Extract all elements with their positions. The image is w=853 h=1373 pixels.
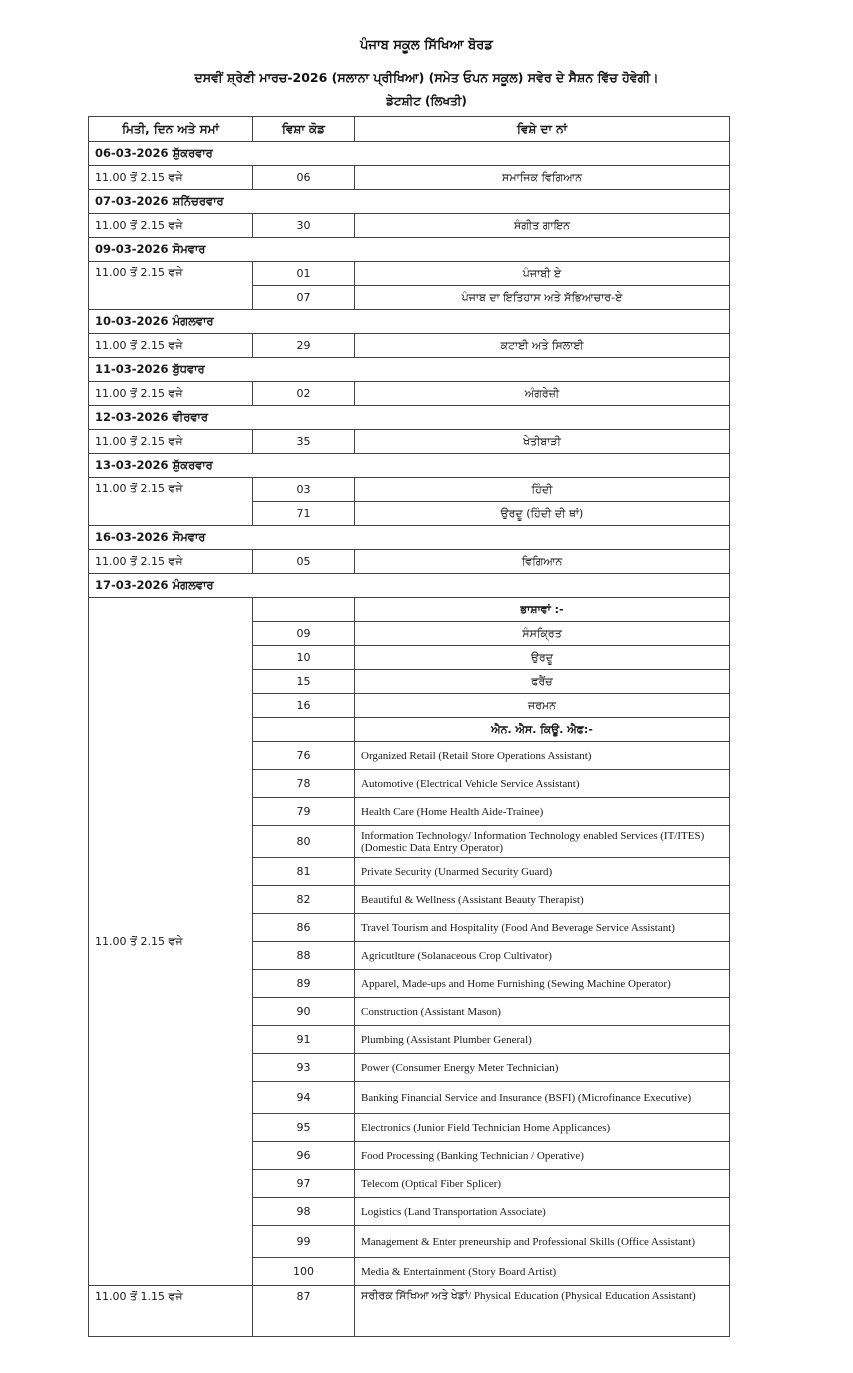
subject-name: ਸਰੀਰਕ ਸਿੱਖਿਆ ਅਤੇ ਖੇਡਾਂ/ Physical Education (Physical Education Assistant) — [355, 1286, 730, 1337]
exam-subtitle: ਦਸਵੀਂ ਸ਼੍ਰੇਣੀ ਮਾਰਚ-2026 (ਸਲਾਨਾ ਪ੍ਰੀਖਿਆ) (ਸਮੇਤ ਓਪਨ ਸਕੂਲ) ਸਵੇਰ ਦੇ ਸੈਸ਼ਨ ਵਿੱਚ ਹੋਵੇਗੀ। — [194, 70, 659, 85]
subject-code: 93 — [253, 1054, 355, 1082]
datesheet-table — [88, 116, 730, 1337]
subject-name: ਜਰਮਨ — [355, 694, 730, 718]
date-row: 10-03-2026 ਮੰਗਲਵਾਰ — [89, 310, 730, 334]
subject-name: Media & Entertainment (Story Board Artist) — [355, 1258, 730, 1286]
date-row: 16-03-2026 ਸੋਮਵਾਰ — [89, 526, 730, 550]
date-row: 09-03-2026 ਸੋਮਵਾਰ — [89, 238, 730, 262]
subject-name: ਪੰਜਾਬ ਦਾ ਇਤਿਹਾਸ ਅਤੇ ਸੱਭਿਆਚਾਰ-ਏ — [355, 286, 730, 310]
subject-name: Management & Enter preneurship and Professional Skills (Office Assistant) — [355, 1226, 730, 1258]
subject-name: ਹਿੰਦੀ — [355, 478, 730, 502]
column-header-code: ਵਿਸ਼ਾ ਕੋਡ — [253, 117, 355, 142]
subject-name: Electronics (Junior Field Technician Home Applicances) — [355, 1114, 730, 1142]
subject-code: 94 — [253, 1082, 355, 1114]
subject-name: ਫਰੈਂਚ — [355, 670, 730, 694]
time-cell: 11.00 ਤੋਂ 2.15 ਵਜੇ — [89, 166, 253, 190]
subject-name: ਖੇਤੀਬਾੜੀ — [355, 430, 730, 454]
subject-code: 100 — [253, 1258, 355, 1286]
languages-heading: ਭਾਸ਼ਾਵਾਂ :- — [355, 598, 730, 622]
subject-code: 95 — [253, 1114, 355, 1142]
subject-code: 90 — [253, 998, 355, 1026]
subject-code: 82 — [253, 886, 355, 914]
subject-name: ਅੰਗਰੇਜ਼ੀ — [355, 382, 730, 406]
subject-code: 06 — [253, 166, 355, 190]
subject-code: 98 — [253, 1198, 355, 1226]
subject-name: Power (Consumer Energy Meter Technician) — [355, 1054, 730, 1082]
subject-code: 03 — [253, 478, 355, 502]
date-row: 17-03-2026 ਮੰਗਲਵਾਰ — [89, 574, 730, 598]
time-cell: 11.00 ਤੋਂ 2.15 ਵਜੇ — [89, 382, 253, 406]
subject-code: 35 — [253, 430, 355, 454]
subject-code: 15 — [253, 670, 355, 694]
board-title: ਪੰਜਾਬ ਸਕੂਲ ਸਿੱਖਿਆ ਬੋਰਡ — [360, 38, 493, 53]
subject-code: 71 — [253, 502, 355, 526]
subject-name: ਉਰਦੂ (ਹਿੰਦੀ ਦੀ ਥਾਂ) — [355, 502, 730, 526]
subject-code: 30 — [253, 214, 355, 238]
subject-code: 91 — [253, 1026, 355, 1054]
time-cell: 11.00 ਤੋਂ 2.15 ਵਜੇ — [89, 334, 253, 358]
subject-name: ਵਿਗਿਆਨ — [355, 550, 730, 574]
subject-name: Automotive (Electrical Vehicle Service Assistant) — [355, 770, 730, 798]
subject-code-empty — [253, 718, 355, 742]
nsqf-heading: ਐਨ. ਐਸ. ਕਿਊ. ਐਫ:- — [355, 718, 730, 742]
datesheet-title: ਡੇਟਸ਼ੀਟ (ਲਿਖਤੀ) — [386, 94, 467, 108]
subject-name: ਸੰਸਕ੍ਰਿਤ — [355, 622, 730, 646]
subject-code: 29 — [253, 334, 355, 358]
time-cell: 11.00 ਤੋਂ 2.15 ਵਜੇ — [89, 550, 253, 574]
subject-code: 81 — [253, 858, 355, 886]
time-cell: 11.00 ਤੋਂ 2.15 ਵਜੇ — [89, 478, 253, 526]
subject-code: 87 — [253, 1286, 355, 1337]
time-cell: 11.00 ਤੋਂ 2.15 ਵਜੇ — [89, 262, 253, 310]
subject-name: ਪੰਜਾਬੀ ਏ — [355, 262, 730, 286]
date-row: 11-03-2026 ਬੁੱਧਵਾਰ — [89, 358, 730, 382]
date-row: 13-03-2026 ਸ਼ੁੱਕਰਵਾਰ — [89, 454, 730, 478]
subject-name: Travel Tourism and Hospitality (Food And Beverage Service Assistant) — [355, 914, 730, 942]
subject-code: 78 — [253, 770, 355, 798]
subject-code: 16 — [253, 694, 355, 718]
subject-code: 10 — [253, 646, 355, 670]
subject-name: Beautiful & Wellness (Assistant Beauty Therapist) — [355, 886, 730, 914]
subject-name: Telecom (Optical Fiber Splicer) — [355, 1170, 730, 1198]
column-header-subject: ਵਿਸ਼ੇ ਦਾ ਨਾਂ — [355, 117, 730, 142]
subject-name: ਕਟਾਈ ਅਤੇ ਸਿਲਾਈ — [355, 334, 730, 358]
subject-name: Plumbing (Assistant Plumber General) — [355, 1026, 730, 1054]
subject-code: 99 — [253, 1226, 355, 1258]
subject-code: 76 — [253, 742, 355, 770]
date-row: 07-03-2026 ਸ਼ਨਿੱਚਰਵਾਰ — [89, 190, 730, 214]
time-cell: 11.00 ਤੋਂ 2.15 ਵਜੇ — [89, 214, 253, 238]
subject-name: Health Care (Home Health Aide-Trainee) — [355, 798, 730, 826]
subject-name: ਉਰਦੂ — [355, 646, 730, 670]
subject-code: 80 — [253, 826, 355, 858]
subject-name: Agricutlture (Solanaceous Crop Cultivator) — [355, 942, 730, 970]
subject-code: 02 — [253, 382, 355, 406]
subject-code-empty — [253, 598, 355, 622]
column-header-date: ਮਿਤੀ, ਦਿਨ ਅਤੇ ਸਮਾਂ — [89, 117, 253, 142]
subject-name: Logistics (Land Transportation Associate) — [355, 1198, 730, 1226]
subject-name: Food Processing (Banking Technician / Operative) — [355, 1142, 730, 1170]
subject-code: 89 — [253, 970, 355, 998]
subject-code: 88 — [253, 942, 355, 970]
time-cell: 11.00 ਤੋਂ 2.15 ਵਜੇ — [89, 598, 253, 1286]
subject-code: 05 — [253, 550, 355, 574]
subject-name: Apparel, Made-ups and Home Furnishing (Sewing Machine Operator) — [355, 970, 730, 998]
subject-name: ਸਮਾਜਿਕ ਵਿਗਿਆਨ — [355, 166, 730, 190]
subject-code: 01 — [253, 262, 355, 286]
subject-code: 96 — [253, 1142, 355, 1170]
time-cell: 11.00 ਤੋਂ 2.15 ਵਜੇ — [89, 430, 253, 454]
subject-name: Banking Financial Service and Insurance (BSFI) (Microfinance Executive) — [355, 1082, 730, 1114]
subject-code: 79 — [253, 798, 355, 826]
time-cell: 11.00 ਤੋਂ 1.15 ਵਜੇ — [89, 1286, 253, 1337]
subject-name: Information Technology/ Information Technology enabled Services (IT/ITES) (Domestic Data Entry Operator) — [355, 826, 730, 858]
subject-name: Organized Retail (Retail Store Operations Assistant) — [355, 742, 730, 770]
subject-name: Construction (Assistant Mason) — [355, 998, 730, 1026]
subject-code: 09 — [253, 622, 355, 646]
subject-code: 86 — [253, 914, 355, 942]
subject-code: 07 — [253, 286, 355, 310]
subject-name: ਸੰਗੀਤ ਗਾਇਨ — [355, 214, 730, 238]
date-row: 12-03-2026 ਵੀਰਵਾਰ — [89, 406, 730, 430]
subject-code: 97 — [253, 1170, 355, 1198]
date-row: 06-03-2026 ਸ਼ੁੱਕਰਵਾਰ — [89, 142, 730, 166]
subject-name: Private Security (Unarmed Security Guard) — [355, 858, 730, 886]
